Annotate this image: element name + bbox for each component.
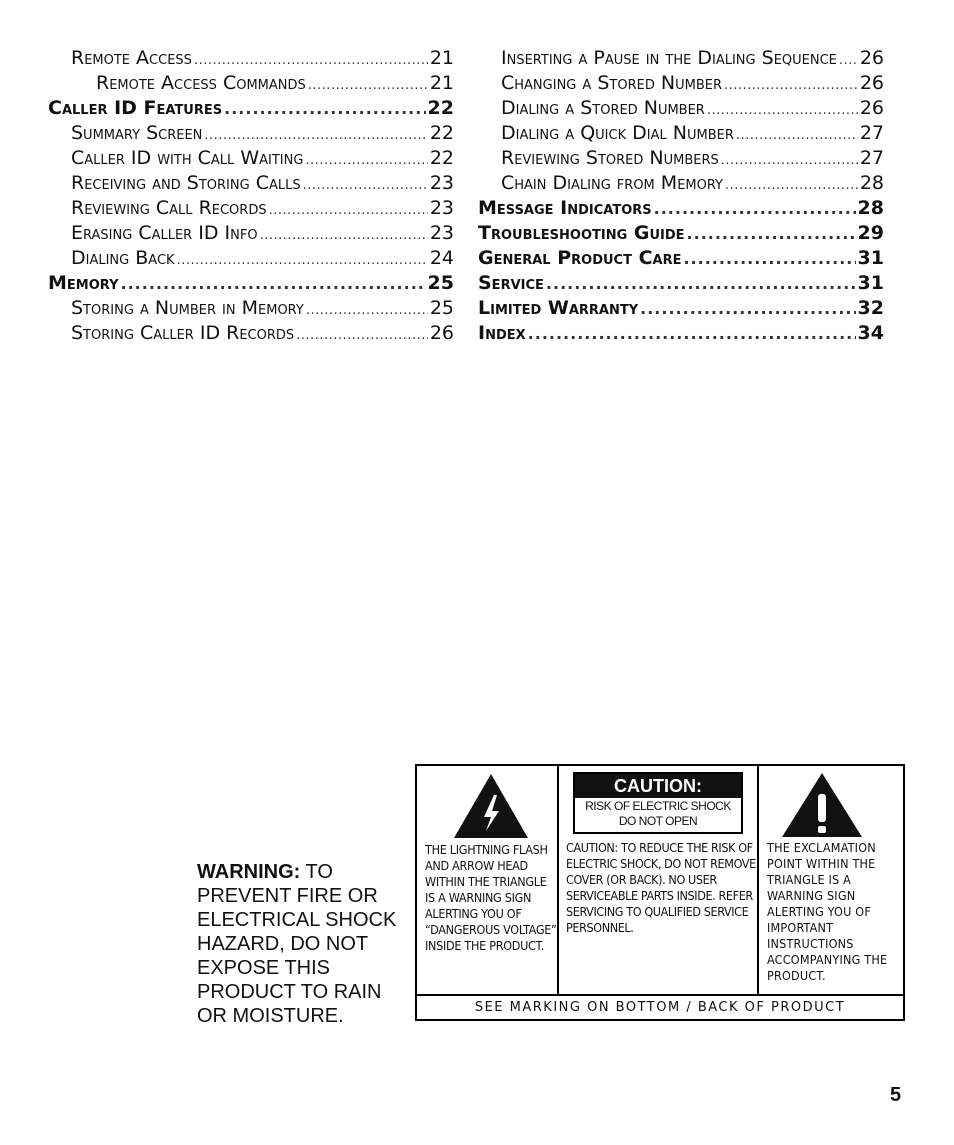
- toc-dot-leader: [707, 96, 858, 123]
- toc-entry-page: 26: [429, 322, 454, 344]
- toc-entry-title: Message Indicators: [478, 197, 652, 219]
- toc-entry-title: Caller ID Features: [48, 97, 223, 119]
- lightning-panel: [417, 766, 559, 994]
- toc-dot-leader: [640, 296, 855, 321]
- caution-panel-text: CAUTION: TO REDUCE THE RISK OF ELECTRIC SHOCK, DO NOT REMOVE COVER (OR BACK). NO USER SERVICEABLE PARTS INSIDE. REFER SERVICING TO QUALIFIED SERVICE PERSONNEL.: [566, 840, 756, 935]
- toc-section-entry[interactable]: [478, 196, 884, 221]
- toc-entry-page: 26: [859, 72, 884, 94]
- toc-section-entry[interactable]: [478, 271, 884, 296]
- toc-dot-leader: [724, 71, 858, 98]
- exclamation-panel: [759, 766, 903, 994]
- toc-dot-leader: [683, 246, 855, 271]
- toc-entry-page: 31: [857, 272, 884, 294]
- toc-entry[interactable]: [478, 121, 884, 146]
- toc-entry-page: 26: [859, 47, 884, 69]
- caution-label: [573, 772, 743, 834]
- toc-entry-title: Changing a Stored Number: [501, 72, 722, 94]
- toc-entry-title: Storing a Number in Memory: [71, 297, 304, 319]
- toc-entry-title: General Product Care: [478, 247, 682, 269]
- caution-footer: SEE MARKING ON BOTTOM / BACK OF PRODUCT: [417, 994, 903, 1019]
- toc-entry-title: Index: [478, 322, 526, 344]
- toc-entry-page: 26: [859, 97, 884, 119]
- toc-entry-title: Inserting a Pause in the Dialing Sequence: [501, 47, 837, 69]
- toc-entry[interactable]: [48, 246, 454, 271]
- toc-entry-title: Reviewing Stored Numbers: [501, 147, 719, 169]
- toc-entry-title: Dialing a Stored Number: [501, 97, 705, 119]
- toc-entry[interactable]: [48, 46, 454, 71]
- toc-entry[interactable]: [48, 121, 454, 146]
- toc-dot-leader: [260, 221, 428, 248]
- toc-dot-leader: [654, 196, 856, 221]
- toc-entry-page: 31: [857, 247, 884, 269]
- toc-entry-title: Reviewing Call Records: [71, 197, 267, 219]
- toc-entry-page: 22: [429, 122, 454, 144]
- toc-entry[interactable]: [48, 171, 454, 196]
- toc-entry-title: Service: [478, 272, 544, 294]
- toc-entry-page: 29: [857, 222, 884, 244]
- toc-right-column: [478, 46, 884, 346]
- toc-dot-leader: [177, 246, 428, 273]
- toc-section-entry[interactable]: [478, 321, 884, 346]
- toc-entry-page: 21: [429, 47, 454, 69]
- lightning-warning-icon: [453, 773, 529, 839]
- toc-dot-leader: [725, 171, 858, 198]
- toc-dot-leader: [296, 321, 428, 348]
- caution-title: CAUTION:: [575, 774, 741, 798]
- toc-entry[interactable]: [478, 146, 884, 171]
- caution-box: [415, 764, 905, 1021]
- toc-entry-title: Chain Dialing from Memory: [501, 172, 724, 194]
- toc-section-entry[interactable]: [48, 271, 454, 296]
- toc-dot-leader: [303, 171, 428, 198]
- toc-entry-page: 21: [429, 72, 454, 94]
- toc-entry-page: 23: [429, 172, 454, 194]
- toc-left-column: [48, 46, 454, 346]
- toc-dot-leader: [224, 96, 425, 121]
- toc-dot-leader: [687, 221, 856, 246]
- toc-entry[interactable]: [48, 71, 454, 96]
- toc-entry-page: 22: [429, 147, 454, 169]
- toc-entry-title: Storing Caller ID Records: [71, 322, 295, 344]
- toc-entry-title: Erasing Caller ID Info: [71, 222, 258, 244]
- toc-entry-page: 27: [859, 147, 884, 169]
- toc-entry-title: Memory: [48, 272, 119, 294]
- toc-entry-title: Caller ID with Call Waiting: [71, 147, 304, 169]
- caution-subtitle-2: DO NOT OPEN: [618, 814, 698, 828]
- toc-section-entry[interactable]: [478, 246, 884, 271]
- toc-dot-leader: [305, 146, 427, 173]
- toc-entry-page: 28: [857, 197, 884, 219]
- toc-dot-leader: [269, 196, 428, 223]
- toc-dot-leader: [306, 296, 428, 323]
- toc-entry-title: Dialing Back: [71, 247, 175, 269]
- toc-entry-title: Remote Access: [71, 47, 192, 69]
- caution-panel: [559, 766, 759, 994]
- toc-entry-page: 23: [429, 197, 454, 219]
- toc-dot-leader: [308, 71, 428, 98]
- toc-entry-page: 23: [429, 222, 454, 244]
- toc-dot-leader: [121, 271, 426, 296]
- toc-section-entry[interactable]: [48, 96, 454, 121]
- toc-entry-page: 34: [857, 322, 884, 344]
- toc-entry-page: 22: [427, 97, 454, 119]
- toc-entry[interactable]: [478, 46, 884, 71]
- lightning-panel-text: THE LIGHTNING FLASH AND ARROW HEAD WITHIN THE TRIANGLE IS A WARNING SIGN ALERTING YOU OF “DANGEROUS VOLTAGE” INSIDE THE PRODUCT.: [425, 842, 557, 953]
- toc-section-entry[interactable]: [478, 221, 884, 246]
- toc-entry-title: Remote Access Commands: [96, 72, 306, 94]
- toc-entry[interactable]: [48, 146, 454, 171]
- toc-dot-leader: [839, 46, 858, 73]
- toc-entry-page: 25: [427, 272, 454, 294]
- warning-notice: [197, 860, 412, 1028]
- toc-entry-title: Summary Screen: [71, 122, 203, 144]
- toc-dot-leader: [204, 121, 427, 148]
- caution-subtitle-1: RISK OF ELECTRIC SHOCK: [585, 799, 731, 813]
- toc-dot-leader: [528, 321, 856, 346]
- exclamation-warning-icon: [781, 772, 863, 838]
- toc-section-entry[interactable]: [478, 296, 884, 321]
- exclamation-panel-text: THE EXCLAMATION POINT WITHIN THE TRIANGLE IS A WARNING SIGN ALERTING YOU OF IMPORTANT INSTRUCTIONS ACCOMPANYING THE PRODUCT.: [767, 840, 888, 983]
- toc-dot-leader: [721, 146, 858, 173]
- toc-entry-page: 25: [429, 297, 454, 319]
- toc-dot-leader: [194, 46, 428, 73]
- toc-entry[interactable]: [48, 321, 454, 346]
- toc-entry[interactable]: [478, 96, 884, 121]
- toc-entry-title: Dialing a Quick Dial Number: [501, 122, 734, 144]
- toc-entry-title: Troubleshooting Guide: [478, 222, 685, 244]
- toc-entry[interactable]: [48, 296, 454, 321]
- page-number: 5: [890, 1084, 902, 1106]
- toc-dot-leader: [736, 121, 858, 148]
- toc-dot-leader: [546, 271, 856, 296]
- toc-entry-title: Receiving and Storing Calls: [71, 172, 301, 194]
- toc-entry[interactable]: [478, 171, 884, 196]
- toc-entry-page: 32: [857, 297, 884, 319]
- toc-entry-page: 27: [859, 122, 884, 144]
- toc-entry[interactable]: [48, 221, 454, 246]
- toc-entry-page: 28: [859, 172, 884, 194]
- warning-text: TO PREVENT FIRE OR ELECTRICAL SHOCK HAZARD, DO NOT EXPOSE THIS PRODUCT TO RAIN OR MOISTURE.: [197, 861, 397, 1027]
- toc-entry[interactable]: [478, 71, 884, 96]
- toc-entry[interactable]: [48, 196, 454, 221]
- toc-entry-title: Limited Warranty: [478, 297, 639, 319]
- warning-label: WARNING:: [197, 861, 301, 883]
- toc-entry-page: 24: [429, 247, 454, 269]
